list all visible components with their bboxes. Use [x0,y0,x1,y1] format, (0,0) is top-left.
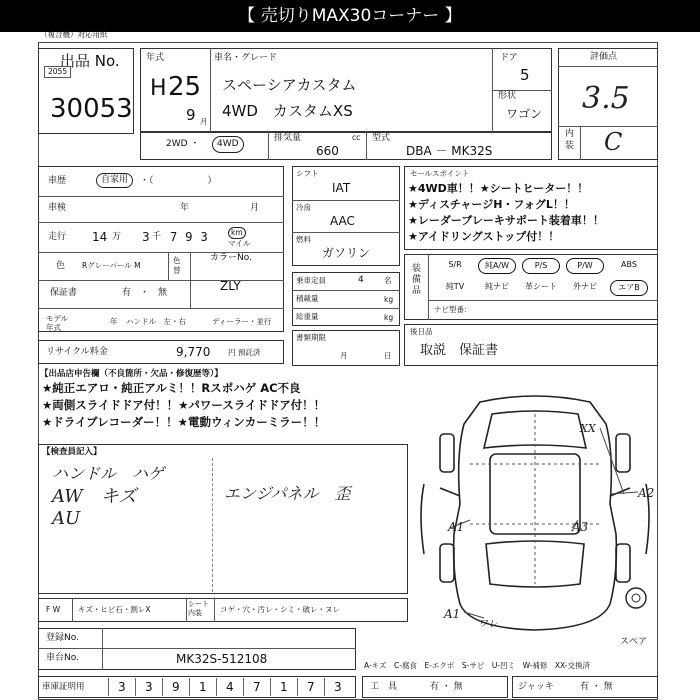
sales-line-3: ★レーダーブレーキサポート装着車！！ [408,214,604,227]
recycle-value: 9,770 [176,345,211,359]
history-selected: 自家用 [96,173,133,188]
capacity-label: 乗車定員 [296,276,326,285]
lot-number: 30053 [50,94,133,124]
spare-label: スペア [620,637,648,647]
notes-line-1: ★純正エアロ・純正アルミ！！Rスポハゲ AC不良 [42,381,301,395]
inspection-month: 月 [250,203,260,213]
inspector-label: 【検査員記入】 [42,447,102,457]
mark-a2: A2 [638,486,655,500]
year-month: 9 [186,106,196,124]
shift-value: IAT [332,181,351,195]
fw-label: F W [46,605,61,614]
score-value: 3.5 [582,81,630,116]
equipment-item: 革シート [525,282,557,291]
mileage-km: km [228,227,246,239]
jack-label: ジャッキ [518,682,554,692]
inspector-hand-3: AU [52,508,81,529]
lot-label: 出品 No. [60,52,120,70]
warranty-options: 有 ・ 無 [122,288,168,298]
type-value: DBA － MK32S [406,144,493,158]
month-unit: 月 [200,117,208,126]
mark-a1-left: A1 [448,520,465,534]
mark-xx: XX [580,422,596,435]
mileage-man: 14 [92,230,108,244]
notes-line-2: ★両側スライドドア付！！★パワースライドドア付！！ [42,398,326,412]
equipment-item: ABS [621,260,637,269]
equipment-item: P/S [522,258,560,274]
load-unit: kg [384,295,394,304]
score-label: 評価点 [590,52,618,62]
chassis-value: MK32S-512108 [176,652,268,666]
mark-crack: ワレ [478,619,498,630]
seat-label: シート内装 [188,600,209,617]
fuel-value: ガソリン [322,246,371,260]
model-handle: ハンドル 左・右 [126,317,186,326]
drive-options: 2WD ・ [166,139,200,149]
equipment-item: エアB [610,280,648,296]
load-label: 積載量 [296,294,319,303]
notes-line-3: ★ドライブレコーダー！！★電動ウィンカーミラー！！ [42,415,326,429]
model-name: スペーシアカスタム [222,76,357,94]
cert-digit: 3 [145,680,153,694]
shape-label: 形状 [498,91,517,101]
lot-small-no: 2055 [44,66,71,78]
cert-digit: 3 [118,680,126,694]
color-value: Rグレーパール M [82,261,141,270]
reg-label: 登録No. [46,633,79,643]
history-label: 車歴 [48,176,67,186]
equipment-item: 外ナビ [573,282,597,291]
doc-expiry-day: 日 [384,351,392,360]
inspection-label: 車検 [48,203,67,213]
ac-value: AAC [330,214,355,228]
sales-line-4: ★アイドリングストップ付！！ [408,230,560,243]
doc-expiry-label: 書類期限 [296,333,326,342]
cert-label: 車庫証明用 [42,682,85,692]
seat-text: コゲ・穴・汚レ・シミ・破レ・ヌレ [220,605,340,614]
recycle-unit: 円 預託済 [228,348,261,357]
mileage-mile: マイル [228,239,251,248]
inspector-hand-1: ハンドル ハゲ [52,464,165,483]
interior-label: 内装 [565,129,575,151]
banner-text: 【 売切りMAX30コーナー 】 [238,6,462,26]
sales-line-1: ★4WD車！！★シートヒーター！！ [408,182,589,195]
sales-line-2: ★ディスチャージH・フォグL！！ [408,198,575,211]
cert-digit: 1 [280,680,288,694]
total-weight-label: 総重量 [296,312,319,321]
inspector-hand-2: AW キズ [52,486,137,507]
shift-label: シフト [296,169,319,178]
model-year-label: モデル年式 [46,314,69,332]
recycle-label: リサイクル料金 [46,347,108,357]
year-label: 年式 [146,53,165,63]
mileage-man-unit: 万 [112,232,122,242]
tools-options: 有 ・ 無 [430,682,463,692]
legend: A-キズ C-腐食 E-エクボ S-サビ U-凹ミ W-補修 XX-交換済 [364,661,590,670]
interior-value: C [604,128,623,156]
warranty-label: 保証書 [50,288,78,298]
color-code-label: カラーNo. [210,253,252,263]
car-diagram [410,384,660,644]
equipment-label: 装備品 [412,264,422,296]
drive-selected: 4WD [212,136,244,153]
total-weight-unit: kg [384,313,394,322]
cert-digit: 4 [226,680,234,694]
model-label: 車名・グレード [214,53,278,63]
displacement-value: 660 [316,144,339,158]
capacity-value: 4 [358,275,364,285]
equipment-item: P/W [566,258,604,274]
subtitle: （複合機）対応用紙 [40,30,108,39]
model-grade: 4WD カスタムXS [222,102,353,120]
notes-label: 【出品店申告欄（不良箇所・欠品・修復歴等）】 [40,369,223,379]
chassis-label: 車台No. [46,653,79,663]
color-code: ZLY [220,279,241,293]
history-rest: ・（ ） [140,176,217,186]
mark-a3: A3 [572,520,589,534]
year-value: 25 [168,72,202,102]
fuel-label: 燃料 [296,235,311,244]
after-label: 後日品 [410,327,433,336]
jack-options: 有 ・ 無 [580,682,613,692]
equipment-item: 純TV [445,282,465,291]
cert-digit: 1 [199,680,207,694]
year-era: H [150,76,167,101]
model-year-unit: 年 [110,317,118,326]
displacement-unit: cc [352,133,361,142]
displacement-label: 排気量 [274,133,302,143]
equipment-item: S/R [448,260,462,269]
mark-a1-bottom: A1 [444,607,461,621]
equipment-item: 純A/W [478,258,516,274]
color-label: 色 [56,261,66,271]
color-change: 色替 [173,256,181,275]
mileage-sen-unit: 千 [152,232,162,242]
cert-digit: 9 [172,680,180,694]
banner [0,0,700,32]
mileage-rest: 793 [170,230,216,244]
doors-value: 5 [520,66,530,84]
sales-label: セールスポイント [410,169,470,178]
cert-digit: 7 [307,680,315,694]
doors-label: ドア [500,53,518,63]
equipment-item: 純ナビ [485,282,509,291]
fw-text: キズ・ヒビ石・割レX [78,605,151,614]
cert-digit: 7 [253,680,261,694]
inspection-year: 年 [180,203,190,213]
model-dealer: ディーラー・並行 [212,317,272,326]
cert-digit: 3 [334,680,342,694]
navi-label: ナビ型番： [434,305,472,314]
mileage-sen: 3 [142,230,150,244]
after-value: 取説 保証書 [420,343,499,358]
type-label: 型式 [372,133,391,143]
ac-label: 冷房 [296,203,311,212]
spare-tire-icon [626,588,646,608]
tools-label: 工 具 [370,682,398,692]
inspector-hand-4: エンジパネル 歪 [224,484,351,503]
capacity-unit: 名 [384,276,392,285]
shape-value: ワゴン [506,107,543,121]
doc-expiry-month: 月 [340,351,348,360]
mileage-label: 走行 [48,232,67,242]
